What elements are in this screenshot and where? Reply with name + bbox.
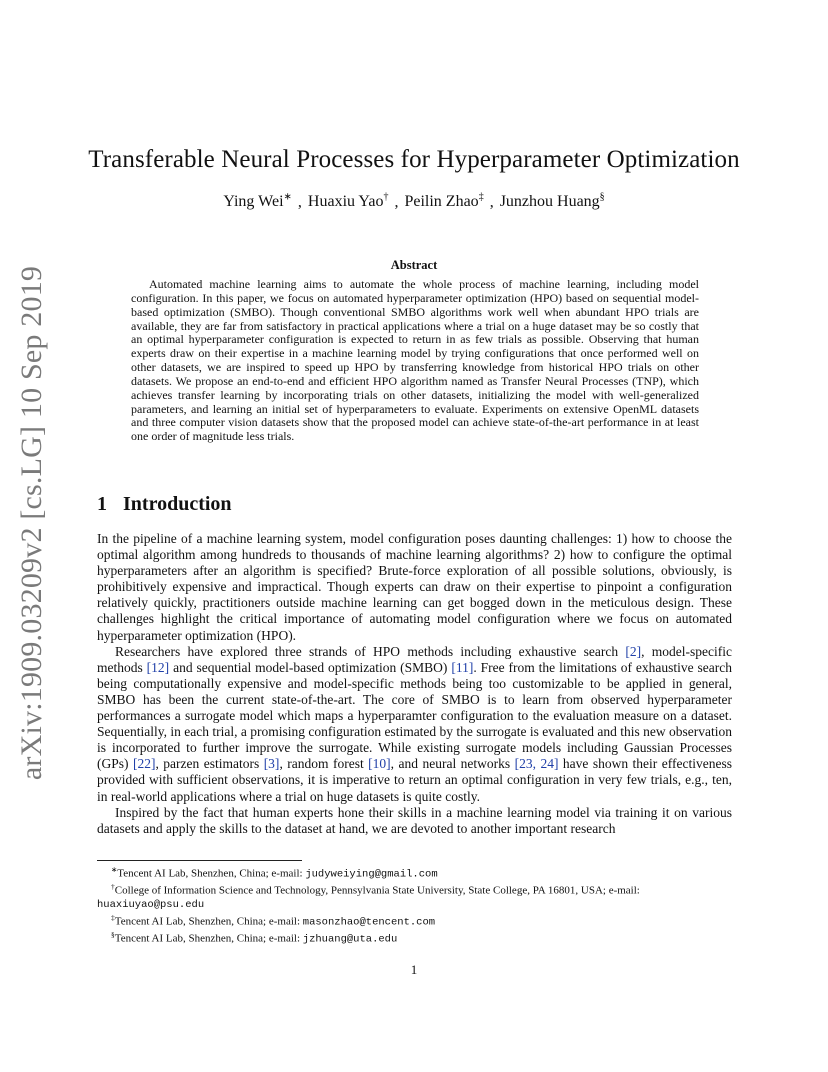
paragraph-text: , model-specific methods <box>97 643 732 675</box>
paragraph-text: Researchers have explored three strands of HPO methods including exhaustive search <box>115 643 626 659</box>
footnote <box>97 912 732 929</box>
citation-link[interactable]: [12] <box>146 659 170 675</box>
footnote-email[interactable]: jzhuang@uta.edu <box>302 933 398 946</box>
author-mark: ‡ <box>478 192 484 203</box>
paragraph-text: and sequential model-based optimization (SMBO) <box>169 659 452 675</box>
footnote-text: Tencent AI Lab, Shenzhen, China; e-mail: <box>114 915 303 928</box>
footnote <box>97 864 732 881</box>
footnote-email[interactable]: judyweiying@gmail.com <box>305 868 438 881</box>
author <box>404 193 483 210</box>
author <box>500 193 605 210</box>
footnote-text: Tencent AI Lab, Shenzhen, China; e-mail: <box>114 932 303 945</box>
footnote-mark: ∗ <box>111 865 118 874</box>
paragraph-text: , and neural networks <box>390 756 515 772</box>
paragraph: Inspired by the fact that human experts hone their skills in a machine learning model via training it on various datasets and apply the skills to the dataset at hand, we are devoted to another important research <box>97 804 732 836</box>
footnote-email[interactable]: huaxiuyao@psu.edu <box>97 898 205 911</box>
citation-link[interactable]: [10] <box>368 756 391 772</box>
author-name: Huaxiu Yao <box>307 193 384 211</box>
section-title: Introduction <box>123 493 232 515</box>
abstract-heading: Abstract <box>390 258 438 272</box>
paragraph-text: , random forest <box>279 756 369 772</box>
footnote <box>97 929 732 946</box>
footnote-mark: ‡ <box>111 912 115 922</box>
footnote-text: Tencent AI Lab, Shenzhen, China; e-mail: <box>117 867 306 880</box>
author-list: Ying Wei∗ , Huaxiu Yao† , Peilin Zhao‡ , Junzhou Huang§ <box>223 192 605 211</box>
section-heading <box>97 493 232 516</box>
paragraph <box>97 644 732 805</box>
citation-link[interactable]: [11] <box>451 659 474 675</box>
paragraph-text: , parzen estimators <box>155 756 264 772</box>
author-name: Peilin Zhao <box>404 193 479 211</box>
paragraph: In the pipeline of a machine learning system, model configuration poses daunting challenges: 1) how to choose the optimal algorithm among hundreds to thousands of machine learning algorithms? 2) how to configure the optimal hyperparameters after an algorithm is specified? Brute-force exploration of all possible solutions, obviously, is prohibitively expensive and impractical. Though experts can draw on their expertise to pinpoint a configuration relatively quickly, practitioners outside machine learning can get bogged down in the meticulous design. These challenges highlight the critical importance of automating model configuration where we focus on automated hyperparameter optimization (HPO). <box>97 531 732 643</box>
footnote-mark: † <box>111 882 115 892</box>
footnote-mark: § <box>111 930 115 940</box>
author-name: Junzhou Huang <box>499 193 600 211</box>
footnote-divider <box>97 860 302 861</box>
citation-link[interactable]: [2] <box>625 643 642 659</box>
citation-link[interactable]: [3] <box>263 756 280 772</box>
author <box>308 193 389 210</box>
arxiv-identifier: arXiv:1909.03209v2 [cs.LG] 10 Sep 2019 <box>15 265 49 780</box>
footnote-text: College of Information Science and Technology, Pennsylvania State University, State College, PA 16801, USA; e-mail: <box>114 885 640 898</box>
arxiv-sidebar-stamp <box>9 265 55 780</box>
abstract-text: Automated machine learning aims to automate the whole process of machine learning, including model configuration. In this paper, we focus on automated hyperparameter optimization (HPO) based on sequential model-based optimization (SMBO). Though conventional SMBO algorithms work well when abundant HPO trials are available, they are far from satisfactory in practical applications where a trial on a huge dataset may be so costly that an optimal hyperparameter configuration is expected to return in as few trials as possible. Observing that human experts draw on their expertise in a machine learning model by trying configurations that once performed well on other datasets, we are inspired to speed up HPO by transferring knowledge from historical HPO trials on other datasets. We propose an end-to-end and efficient HPO algorithm named as Transfer Neural Processes (TNP), which achieves transfer learning by incorporating trials on other datasets, initializing the model with well-generalized parameters, and learning an initial set of hyperparameters to evaluate. Experiments on extensive OpenML datasets and three computer vision datasets show that the proposed model can achieve state-of-the-art performance in at least one order of magnitude less trials. <box>131 277 699 444</box>
paper-title: Transferable Neural Processes for Hyperparameter Optimization <box>88 146 740 173</box>
citation-link[interactable]: [23, 24] <box>514 756 559 772</box>
author-name: Ying Wei <box>223 193 284 211</box>
citation-link[interactable]: [22] <box>132 756 156 772</box>
author-mark: ∗ <box>283 192 292 203</box>
paragraph-text: . Free from the limitations of exhaustive search being computationally expensive and model-specific methods being too customizable to be applied in general, SMBO has been the current state-of-the-art. The core of SMBO is to learn from observed hyperparameter performances a surrogate model which maps a hyperparamter configuration to the evaluation measure on a dataset. Sequentially, in each trial, a promising configuration estimated by the surrogate is evaluated and this new observation is incorporated to further improve the surrogate. While existing surrogate models including Gaussian Processes (GPs) <box>97 659 732 772</box>
page-number: 1 <box>410 962 418 977</box>
introduction-body <box>97 531 732 837</box>
footnote-email[interactable]: masonzhao@tencent.com <box>302 916 436 929</box>
section-number: 1 <box>97 493 107 515</box>
paragraph-text: have shown their effectiveness provided with sufficient observations, it is imperative to return an optimal configuration in very few trials, e.g., ten, in real-world applications where a trial on huge datasets is quite costly. <box>97 756 732 804</box>
footnote <box>97 881 732 911</box>
footnotes <box>97 864 732 947</box>
author-mark: † <box>383 192 389 203</box>
author <box>223 193 292 210</box>
author-mark: § <box>599 192 605 203</box>
